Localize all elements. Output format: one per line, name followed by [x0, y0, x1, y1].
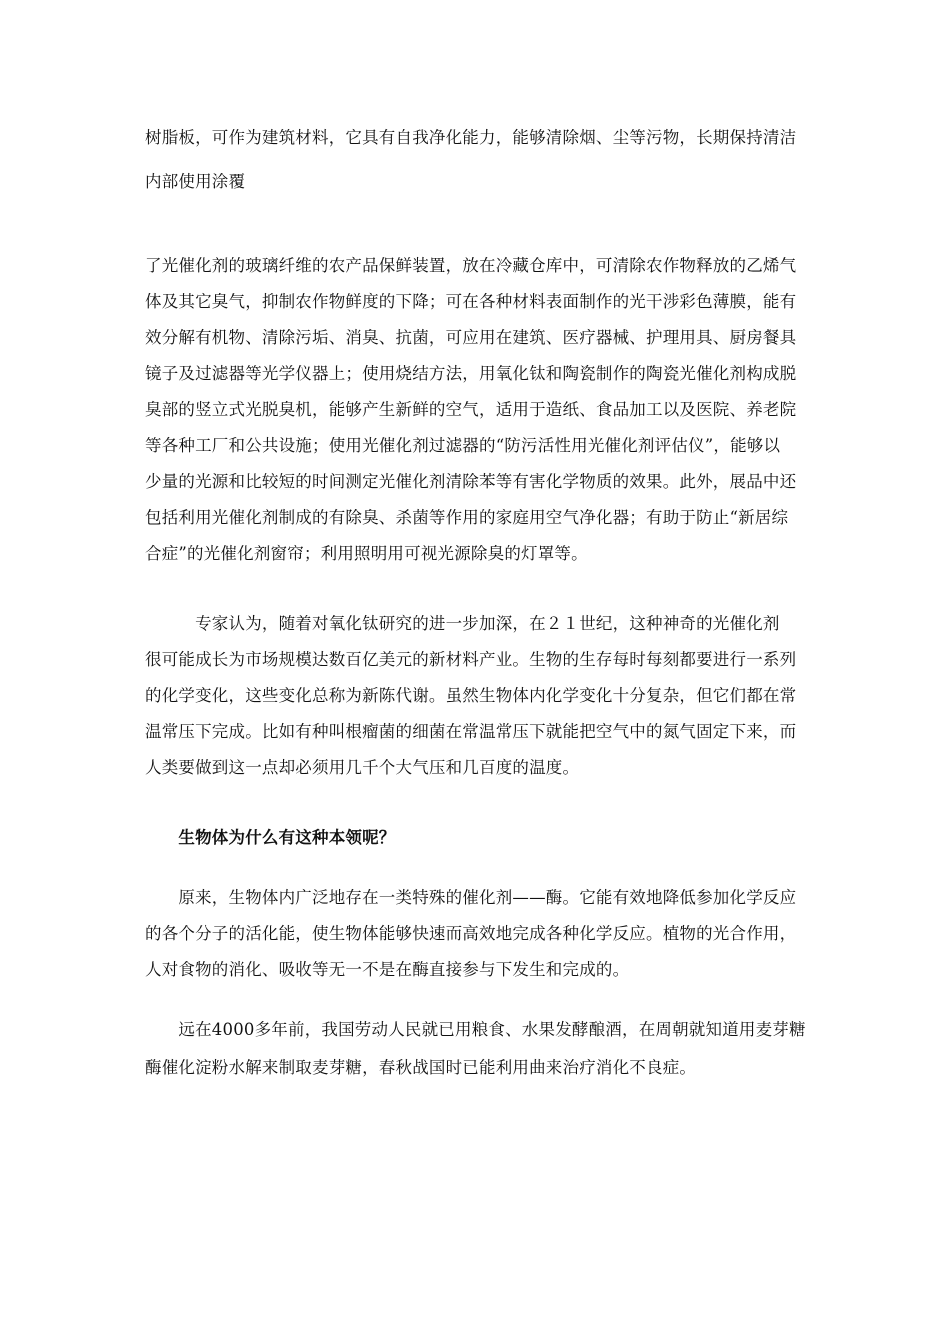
text-line: 镜子及过滤器等光学仪器上；使用烧结方法，用氧化钛和陶瓷制作的陶瓷光催化剂构成脱 [145, 364, 797, 383]
text-line: 内部使用涂覆 [145, 172, 246, 191]
text-line: 了光催化剂的玻璃纤维的农产品保鲜装置，放在冷藏仓库中，可清除农作物释放的乙烯气 [145, 256, 797, 275]
text-line: 的各个分子的活化能，使生物体能够快速而高效地完成各种化学反应。植物的光合作用， [145, 924, 797, 943]
text-line: 专家认为，随着对氧化钛研究的进一步加深，在２１世纪，这种神奇的光催化剂 [145, 614, 780, 633]
text-line: 人对食物的消化、吸收等无一不是在酶直接参与下发生和完成的。 [145, 960, 630, 979]
text-line: 树脂板，可作为建筑材料，它具有自我净化能力，能够清除烟、尘等污物，长期保持清洁 [145, 128, 797, 147]
text-line: 远在4000多年前，我国劳动人民就已用粮食、水果发酵酿酒，在周朝就知道用麦芽糖 [145, 1020, 806, 1039]
text-line: 效分解有机物、清除污垢、消臭、抗菌，可应用在建筑、医疗器械、护理用具、厨房餐具 [145, 328, 797, 347]
text-line: 包括利用光催化剂制成的有除臭、杀菌等作用的家庭用空气净化器；有助于防止“新居综 [145, 508, 789, 527]
text-line: 少量的光源和比较短的时间测定光催化剂清除苯等有害化学物质的效果。此外，展品中还 [145, 472, 797, 491]
text-line: 很可能成长为市场规模达数百亿美元的新材料产业。生物的生存每时每刻都要进行一系列 [145, 650, 797, 669]
section-question: 生物体为什么有这种本领呢？ [145, 828, 396, 847]
text-line: 酶催化淀粉水解来制取麦芽糖，春秋战国时已能利用曲来治疗消化不良症。 [145, 1058, 697, 1077]
text-line: 温常压下完成。比如有种叫根瘤菌的细菌在常温常压下就能把空气中的氮气固定下来，而 [145, 722, 797, 741]
text-line: 的化学变化，这些变化总称为新陈代谢。虽然生物体内化学变化十分复杂，但它们都在常 [145, 686, 797, 705]
text-line: 合症”的光催化剂窗帘；利用照明用可视光源除臭的灯罩等。 [145, 544, 588, 563]
text-line: 人类要做到这一点却必须用几千个大气压和几百度的温度。 [145, 758, 580, 777]
text-line: 臭部的竖立式光脱臭机，能够产生新鲜的空气，适用于造纸、食品加工以及医院、养老院 [145, 400, 797, 419]
text-line: 原来，生物体内广泛地存在一类特殊的催化剂——酶。它能有效地降低参加化学反应 [145, 888, 797, 907]
text-line: 体及其它臭气，抑制农作物鲜度的下降；可在各种材料表面制作的光干涉彩色薄膜，能有 [145, 292, 797, 311]
text-line: 等各种工厂和公共设施；使用光催化剂过滤器的“防污活性用光催化剂评估仪”，能够以 [145, 436, 781, 455]
